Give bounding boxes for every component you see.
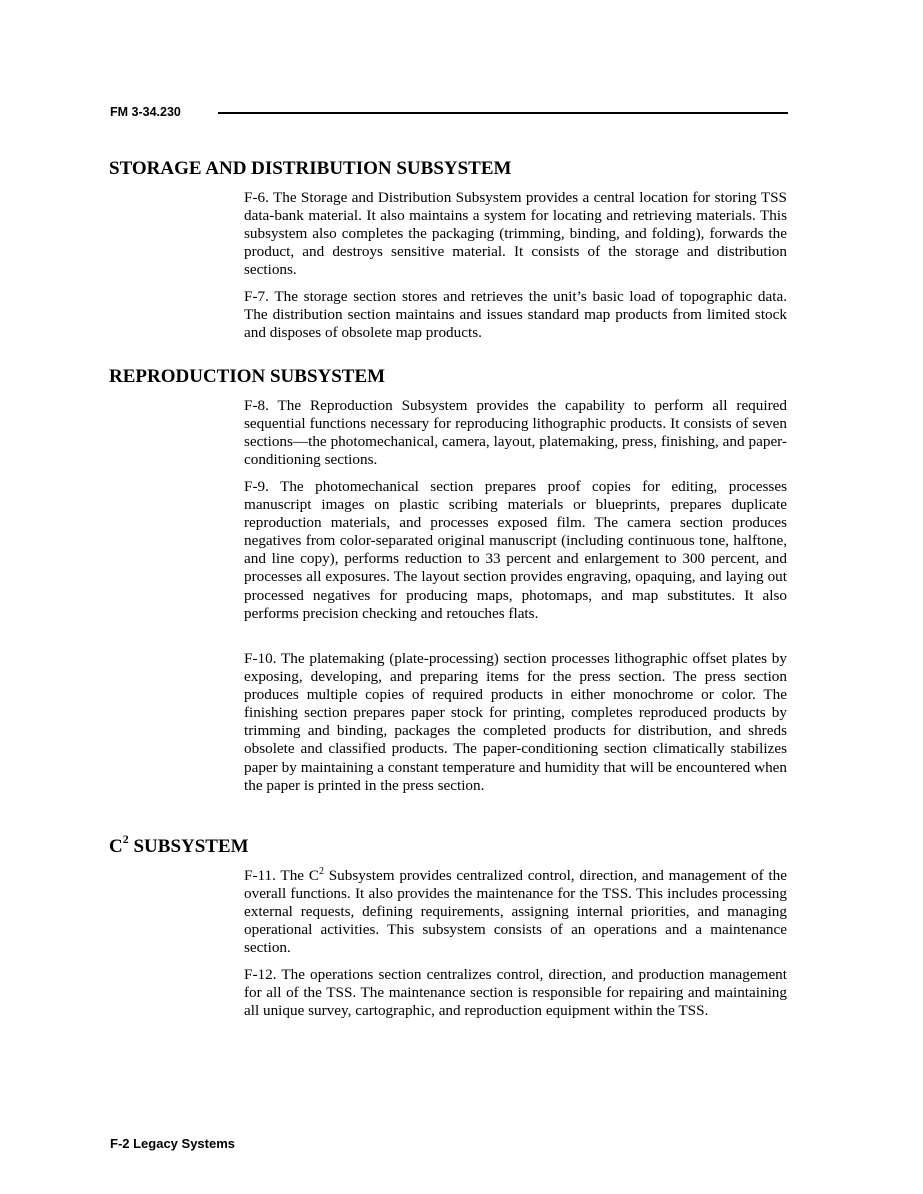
heading-c2-suffix: SUBSYSTEM xyxy=(128,836,249,857)
paragraph-f12: F-12. The operations section centralizes control, direction, and production management for all of the TSS. The maintenance section is responsible for repairing and maintaining all unique survey, cartographic, and reproduction equipment within the TSS. xyxy=(244,966,787,1020)
paragraph-f11 xyxy=(244,867,787,957)
section-heading-c2 xyxy=(109,831,249,858)
heading-c2-superscript: 2 xyxy=(122,831,129,846)
document-id: FM 3-34.230 xyxy=(110,105,181,119)
paragraph-f6: F-6. The Storage and Distribution Subsystem provides a central location for storing TSS data-bank material. It also maintains a system for locating and retrieving materials. This subsystem also completes the packaging (trimming, binding, and folding), forwards the product, and destroys sensitive material. It consists of the storage and distribution sections. xyxy=(244,189,787,279)
header-rule xyxy=(218,112,788,114)
section-heading-reproduction: REPRODUCTION SUBSYSTEM xyxy=(109,366,386,387)
page-footer: F-2 Legacy Systems xyxy=(110,1136,236,1151)
paragraph-f11-start: F-11. The C xyxy=(244,867,319,884)
heading-c2-prefix: C xyxy=(109,836,123,857)
paragraph-f7: F-7. The storage section stores and retrieves the unit’s basic load of topographic data. The distribution section maintains and issues standard map products from limited stock and disposes of obsolete map products. xyxy=(244,288,787,342)
paragraph-f8: F-8. The Reproduction Subsystem provides the capability to perform all required sequential functions necessary for reproducing lithographic products. It consists of seven sections—the photomechanical, camera, layout, platemaking, press, finishing, and paper-conditioning sections. xyxy=(244,397,787,469)
paragraph-f11-rest: Subsystem provides centralized control, direction, and management of the overall functions. It also provides the maintenance for the TSS. This includes processing external requests, defining requirements, assigning internal priorities, and managing operational activities. This subsystem consists of an operations and a maintenance section. xyxy=(244,867,787,957)
paragraph-f9: F-9. The photomechanical section prepares proof copies for editing, processes manuscript images on plastic scribing materials or blueprints, prepares duplicate reproduction materials, and processes exposed film. The camera section produces negatives from color-separated original manuscript (including continuous tone, halftone, and line copy), performs reduction to 33 percent and enlargement to 300 percent, and processes all exposures. The layout section provides engraving, opaquing, and laying out processed negatives for producing maps, photomaps, and map substitutes. It also performs precision checking and retouches flats. xyxy=(244,478,787,622)
running-header xyxy=(110,104,790,124)
paragraph-f11-superscript: 2 xyxy=(318,865,324,877)
section-heading-storage-distribution: STORAGE AND DISTRIBUTION SUBSYSTEM xyxy=(109,158,512,179)
paragraph-f10: F-10. The platemaking (plate-processing) section processes lithographic offset plates by exposing, developing, and preparing items for the press section. The press section produces multiple copies of required products in either monochrome or color. The finishing section prepares paper stock for printing, completes reproduced products by trimming and binding, packages the completed products for distribution, and shreds obsolete and classified products. The paper-conditioning section climatically stabilizes paper by maintaining a constant temperature and humidity that will be encountered when the paper is printed in the press section. xyxy=(244,650,787,794)
